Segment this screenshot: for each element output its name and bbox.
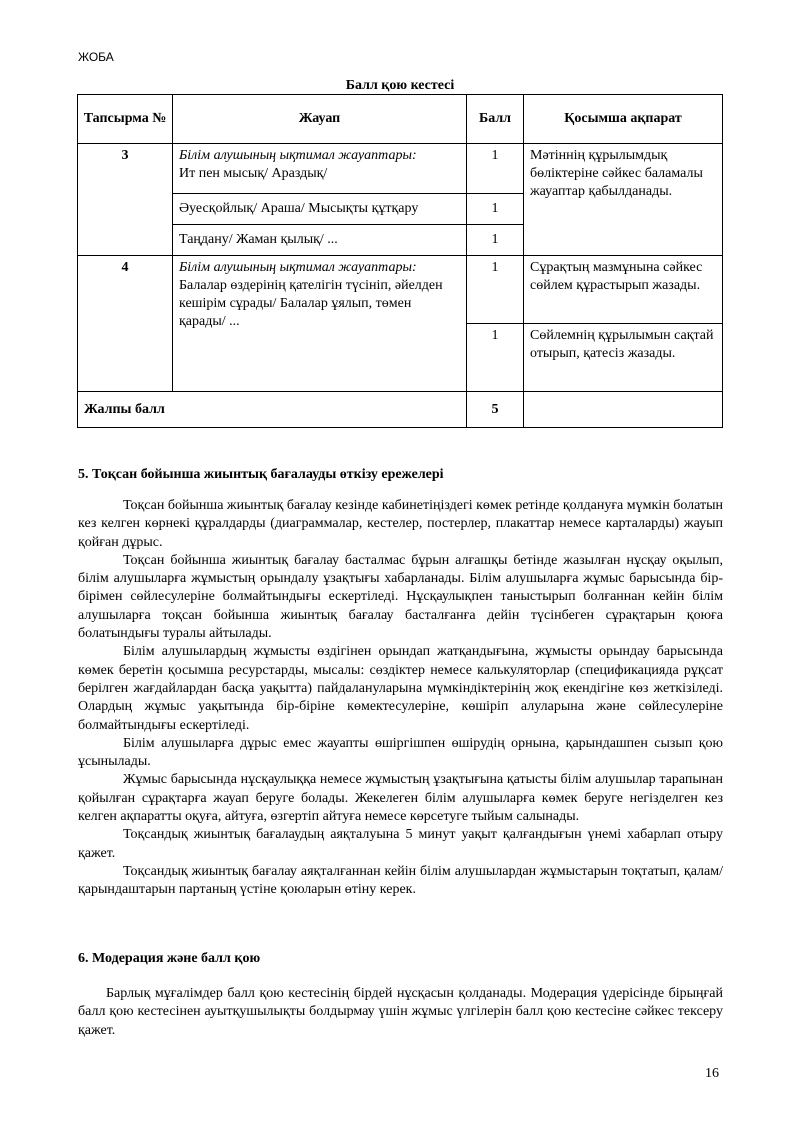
answer-cell [173, 144, 467, 194]
col-header-task: Тапсырма № [78, 95, 173, 144]
answer-intro: Білім алушының ықтимал жауаптары: [179, 148, 417, 163]
ball-cell: 1 [467, 256, 524, 324]
table-caption: Балл қою кестесі [345, 78, 455, 93]
score-table [77, 94, 723, 428]
paragraph: Тоқсандық жиынтық бағалаудың аяқталуына 5 минут уақыт қалғандығын үнемі хабарлап отыру қажет. [78, 827, 723, 861]
total-empty-cell [524, 392, 723, 428]
paragraph: Барлық мұғалімдер балл қою кестесінің бірдей нұсқасын қолданады. Модерация үдерісінде бірыңғай балл қою кестесінен ауытқушылықты болдырмау үшін жұмыс үлгілерін балл қою кестесіне сәйкес тексеру қажет. [78, 986, 723, 1038]
info-cell: Сұрақтың мазмұнына сәйкес сөйлем құрастырып жазады. [524, 256, 723, 324]
info-cell: Мәтіннің құрылымдық бөліктеріне сәйкес баламалы жауаптар қабылданады. [524, 144, 723, 256]
table-row [78, 144, 723, 194]
total-label: Жалпы балл [78, 392, 467, 428]
ball-cell: 1 [467, 225, 524, 256]
paragraph: Білім алушыларға дұрыс емес жауапты өшіргішпен өшірудің орнына, қарындашпен сызып қою ұсынылады. [78, 735, 723, 770]
section-6-body [78, 985, 723, 1040]
answer-cell [173, 256, 467, 392]
task-number: 4 [78, 256, 173, 392]
total-row [78, 392, 723, 428]
info-cell: Сөйлемнің құрылымын сақтай отырып, қатесіз жазады. [524, 324, 723, 392]
answer-intro: Білім алушының ықтимал жауаптары: [179, 260, 417, 275]
page-number: 16 [705, 1066, 719, 1081]
paragraph: Тоқсандық жиынтық бағалау аяқталғаннан кейін білім алушылардан жұмыстарын тоқтатып, қалам/қарындаштарын партаның үстіне қоюларын өтіну керек. [78, 863, 723, 898]
answer-text: Әуесқойлық/ Араша/ Мысықты құтқару [173, 194, 467, 225]
section-5-title: 5. Тоқсан бойынша жиынтық бағалауды өткізу ережелері [78, 467, 444, 482]
table-row [78, 256, 723, 324]
paragraph: Тоқсан бойынша жиынтық бағалау басталмас бұрын алғашқы бетінде жазылған нұсқау оқылып, білім алушыларға жұмыстың орындалу ұзақтығы хабарланады. Білім алушыларға жұмыс барысында бір-бірімен сөйлесулеріне болмайтындығы ескертіледі. Нұсқаулықпен таныстырып болғаннан кейін білім алушыларға тоқсан бойынша жиынтық бағалау басталғанға дейін түсінбеген сұрақтарын қоюға болатындығы туралы айтылады. [78, 552, 723, 642]
answer-text: Ит пен мысық/ Араздық/ [179, 166, 328, 181]
paragraph: Жұмыс барысында нұсқаулыққа немесе жұмыстың ұзақтығына қатысты білім алушылар тарапынан қойылған сұрақтарға жауап беруге болады. Жекелеген білім алушыларға көмек беруге негізделген кез келген ақпаратты оқуға, айтуға, өзгертіп айтуға немесе көрсетуге тыйым салынады. [78, 772, 723, 825]
answer-text: Таңдану/ Жаман қылық/ ... [173, 225, 467, 256]
draft-label: ЖОБА [78, 50, 114, 64]
section-6-title: 6. Модерация және балл қою [78, 951, 261, 966]
ball-cell: 1 [467, 194, 524, 225]
col-header-info: Қосымша ақпарат [524, 95, 723, 144]
ball-cell: 1 [467, 144, 524, 194]
col-header-answer: Жауап [173, 95, 467, 144]
paragraph: Білім алушылардың жұмысты өздігінен орындап жатқандығына, жұмысты орындау барысында көмек беретін қосымша ресурстарды, мысалы: сөздіктер немесе калькуляторлар (спецификацияда рұқсат берілген жағдайлардан басқа уақытта) пайдалануларына мүмкіндіктерінің жоқ екендігіне көз жеткізіледі. Олардың жұмыс уақытында бір-біріне көмектесулеріне, көшіріп алуларына және сөйлесулеріне болмайтындығы ескертіледі. [78, 644, 723, 733]
col-header-ball: Балл [467, 95, 524, 144]
table-header-row [78, 95, 723, 144]
total-value: 5 [467, 392, 524, 428]
task-number: 3 [78, 144, 173, 256]
section-5-body [78, 497, 723, 900]
ball-cell: 1 [467, 324, 524, 392]
paragraph: Тоқсан бойынша жиынтық бағалау кезінде кабинетіңіздегі көмек ретінде қолдануға мүмкін болатын кез келген көрнекі құралдарды (диаграммалар, кестелер, постерлер, плакаттар немесе карталарды) жауып қойған дұрыс. [78, 498, 723, 550]
answer-text: Балалар өздерінің қателігін түсініп, әйелден кешірім сұрады/ Балалар ұялып, төмен қарады/ ... [179, 278, 443, 329]
